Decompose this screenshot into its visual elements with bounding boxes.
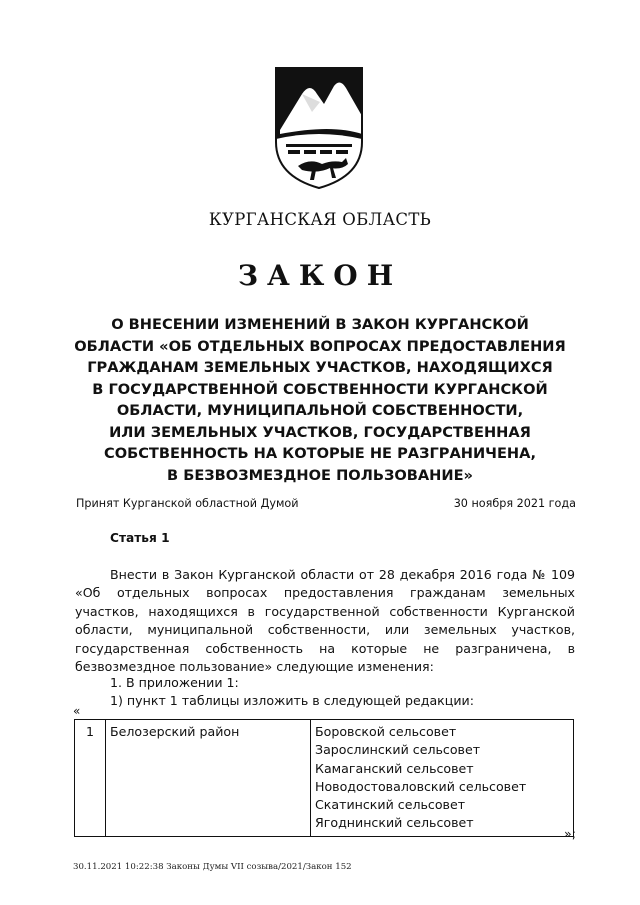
opening-quote: « <box>73 704 81 718</box>
table-row <box>75 720 574 837</box>
law-title-line: В ГОСУДАРСТВЕННОЙ СОБСТВЕННОСТИ КУРГАНСКОЙ <box>92 380 548 398</box>
council-item: Зарослинский сельсовет <box>315 742 481 758</box>
table-cell-number: 1 <box>75 720 106 837</box>
article-heading: Статья 1 <box>110 531 170 545</box>
council-item: Новодостоваловский сельсовет <box>315 778 527 794</box>
law-title-line: СОБСТВЕННОСТЬ НА КОТОРЫЕ НЕ РАЗГРАНИЧЕНА, <box>103 445 536 462</box>
council-item: Камаганский сельсовет <box>315 760 474 776</box>
council-item: Ягоднинский сельсовет <box>315 815 474 831</box>
law-title-line: В БЕЗВОЗМЕЗДНОЕ ПОЛЬЗОВАНИЕ» <box>167 466 473 484</box>
council-item: Боровской сельсовет <box>315 724 457 739</box>
amendment-item-2: 1) пункт 1 таблицы изложить в следующей редакции: <box>110 693 474 708</box>
adopted-by: Принят Курганской областной Думой <box>76 497 299 510</box>
document-type-heading: ЗАКОН <box>237 259 403 292</box>
law-title-line: ГРАЖДАНАМ ЗЕМЕЛЬНЫХ УЧАСТКОВ, НАХОДЯЩИХСЯ <box>87 359 553 376</box>
closing-quote: »; <box>564 826 576 841</box>
council-item: Скатинский сельсовет <box>315 797 466 813</box>
amendment-item-1: 1. В приложении 1: <box>110 675 239 690</box>
law-title-line: ОБЛАСТИ «ОБ ОТДЕЛЬНЫХ ВОПРОСАХ ПРЕДОСТАВЛЕНИЯ <box>74 337 566 355</box>
document-footer: 30.11.2021 10:22:38 Законы Думы VII созыва/2021/Закон 152 <box>73 862 352 872</box>
table-cell-district: Белозерский район <box>106 720 311 837</box>
amendment-table <box>74 719 574 837</box>
adopted-date: 30 ноября 2021 года <box>453 497 576 510</box>
law-title <box>70 314 570 486</box>
coat-of-arms-icon <box>272 64 366 190</box>
law-title-line: ОБЛАСТИ, МУНИЦИПАЛЬНОЙ СОБСТВЕННОСТИ, <box>116 402 524 419</box>
region-heading: КУРГАНСКАЯ ОБЛАСТЬ <box>208 210 432 229</box>
law-title-line: ИЛИ ЗЕМЕЛЬНЫХ УЧАСТКОВ, ГОСУДАРСТВЕННАЯ <box>109 423 531 441</box>
law-title-line: О ВНЕСЕНИИ ИЗМЕНЕНИЙ В ЗАКОН КУРГАНСКОЙ <box>111 316 529 333</box>
article-paragraph: Внести в Закон Курганской области от 28 декабря 2016 года № 109 «Об отдельных вопросах предоставления гражданам земельных участков, находящихся в государственной собственности Курганской области, муниципальной собственности, или земельных участков, государственная собственность на которые не разграничена, в безвозмездное пользование» следующие изменения: <box>75 567 575 675</box>
table-cell-councils <box>311 720 574 837</box>
